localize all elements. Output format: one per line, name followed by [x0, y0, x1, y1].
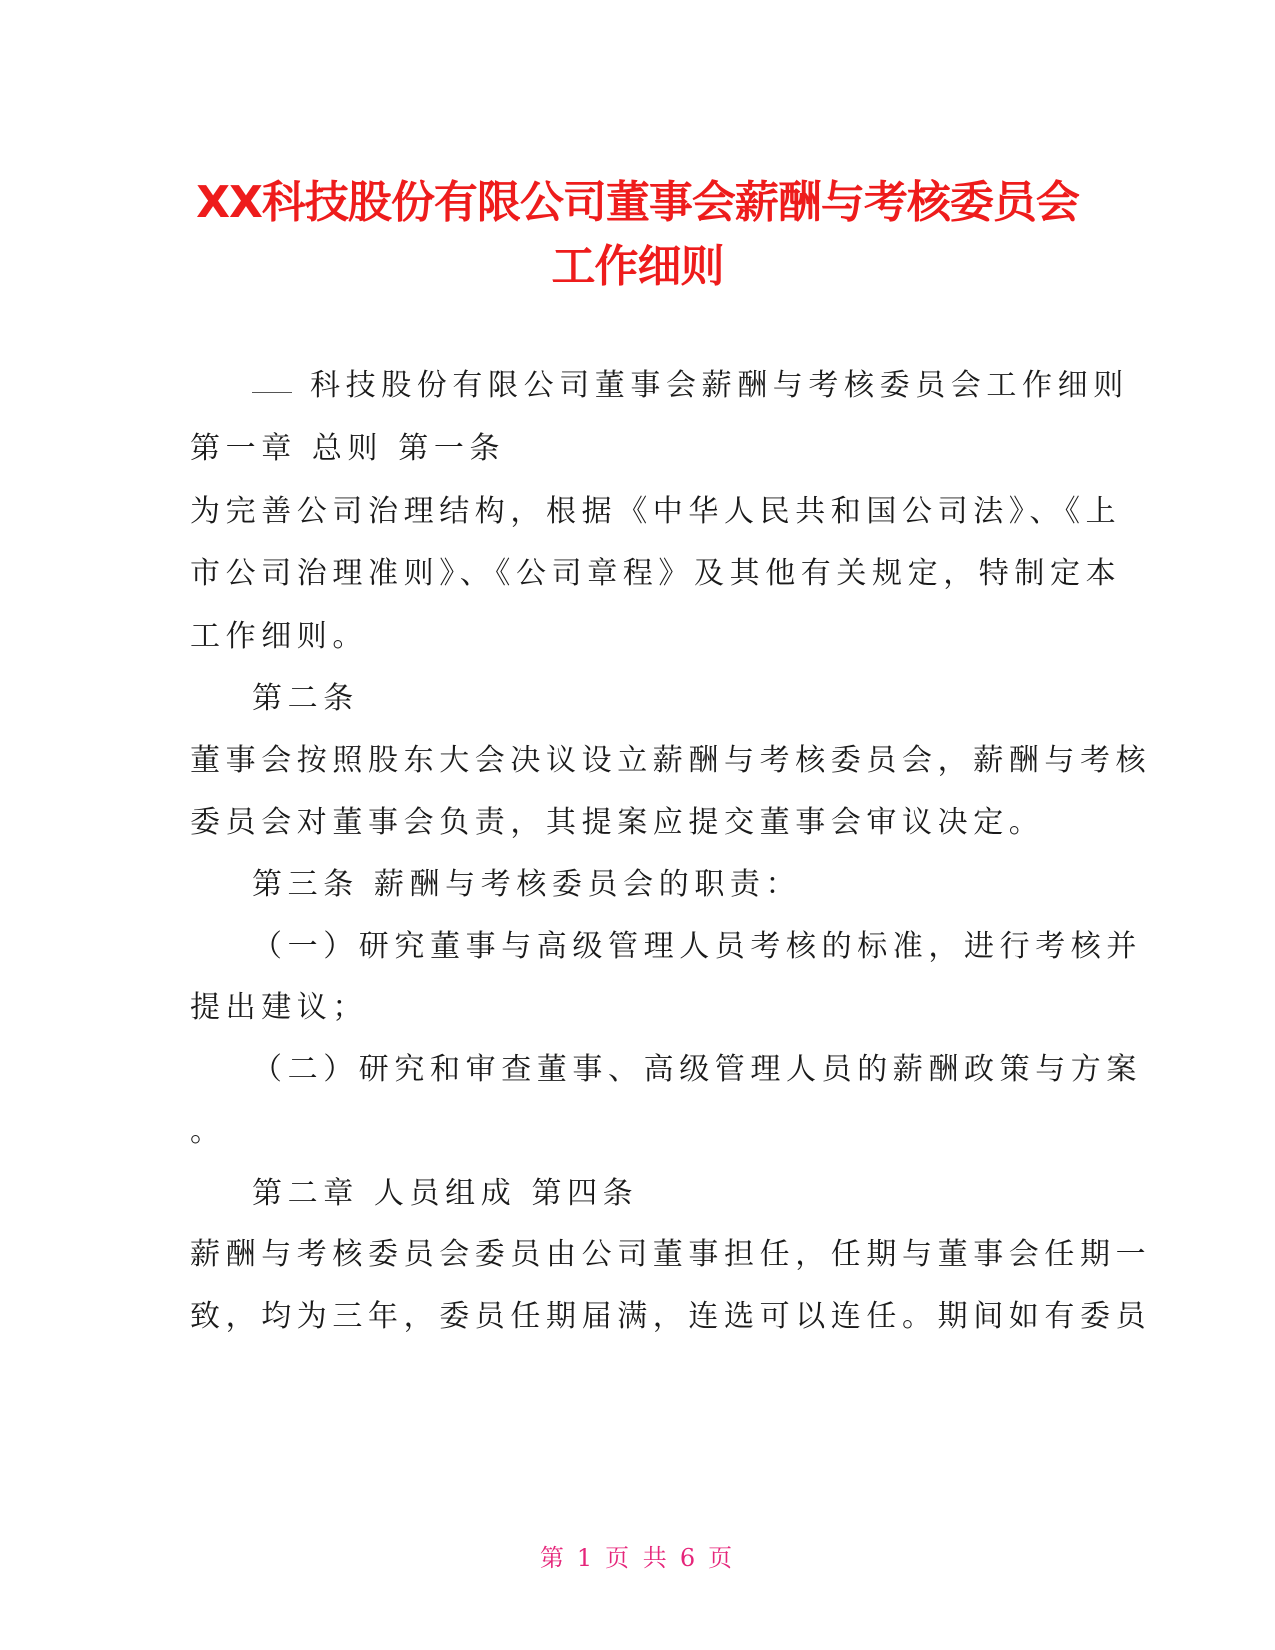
- body-line-chapter-1: 第一章 总则 第一条: [190, 431, 506, 466]
- body-line-article-3: 第三条 薪酬与考核委员会的职责：: [252, 867, 802, 902]
- body-line: 委员会对董事会负责，其提案应提交董事会审议决定。: [190, 805, 1045, 840]
- body-line: 工作细则。: [190, 619, 368, 654]
- body-line-text: 科技股份有限公司董事会薪酬与考核委员会工作细则: [310, 368, 1129, 403]
- footer-prefix: 第: [539, 1544, 567, 1572]
- current-page-number: 1: [576, 1544, 596, 1572]
- body-line-item-1: （一）研究董事与高级管理人员考核的标准，进行考核并: [252, 929, 1142, 964]
- body-line: 董事会按照股东大会决议设立薪酬与考核委员会，薪酬与考核: [190, 743, 1152, 778]
- body-line-item-2: （二）研究和审查董事、高级管理人员的薪酬政策与方案: [252, 1052, 1142, 1087]
- body-line: 薪酬与考核委员会委员由公司董事担任，任期与董事会任期一: [190, 1237, 1152, 1272]
- body-line-subtitle: [252, 360, 1129, 404]
- document-title-line-1: XX科技股份有限公司董事会薪酬与考核委员会: [196, 177, 1079, 228]
- body-line: 。: [190, 1114, 226, 1149]
- footer-suffix: 页: [708, 1544, 736, 1572]
- body-line: 市公司治理准则》、《公司章程》及其他有关规定，特制定本: [190, 556, 1122, 591]
- total-pages-number: 6: [679, 1544, 699, 1572]
- body-line: 提出建议；: [190, 990, 368, 1025]
- fill-in-blank: [252, 392, 292, 393]
- document-title-line-2: 工作细则: [551, 241, 724, 292]
- body-line: 致，均为三年，委员任期届满，连选可以连任。期间如有委员: [190, 1299, 1152, 1334]
- page-footer: [0, 1538, 1275, 1573]
- body-line-article-2: 第二条: [252, 681, 359, 716]
- body-line-chapter-2: 第二章 人员组成 第四条: [252, 1176, 639, 1211]
- body-line: 为完善公司治理结构，根据《中华人民共和国公司法》、《上: [190, 494, 1122, 529]
- footer-middle: 页 共: [605, 1544, 670, 1572]
